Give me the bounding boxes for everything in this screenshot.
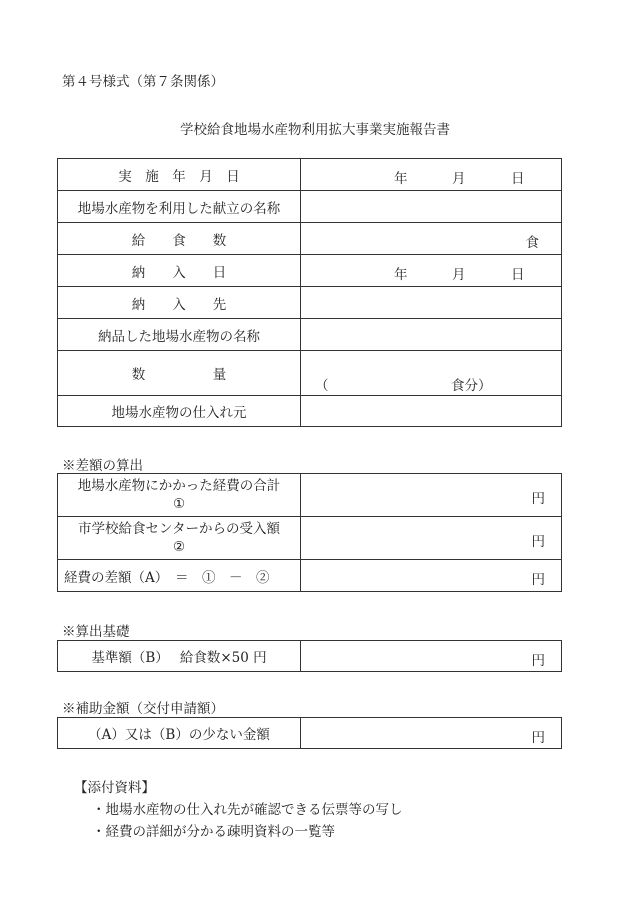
difference-heading: ※差額の算出 [62, 458, 143, 474]
center-receipt-field[interactable] [301, 517, 562, 560]
year-unit: 年 [394, 171, 408, 187]
implementation-date-field[interactable] [301, 159, 562, 191]
quantity-field[interactable] [301, 351, 562, 396]
expense-difference-label: 経費の差額（A） ＝ ① － ② [58, 560, 301, 592]
subsidy-amount-field[interactable] [301, 718, 562, 749]
month-unit: 月 [452, 171, 466, 187]
expense-difference-field[interactable] [301, 560, 562, 592]
page-title: 学校給食地場水産物利用拡大事業実施報告書 [180, 122, 450, 138]
meal-unit: 食 [525, 235, 539, 251]
day-unit: 日 [511, 267, 525, 283]
day-unit: 日 [511, 171, 525, 187]
quantity-label: 数 量 [58, 351, 301, 396]
total-expense-text: 地場水産物にかかった経費の合計 [77, 478, 281, 494]
supplier-label: 地場水産物の仕入れ元 [58, 396, 301, 427]
yen-unit: 円 [531, 534, 545, 550]
base-amount-field[interactable] [301, 641, 562, 672]
basis-heading: ※算出基礎 [62, 624, 130, 640]
menu-name-label: 地場水産物を利用した献立の名称 [58, 191, 301, 223]
row-base-amount [58, 641, 562, 672]
supplier-field[interactable] [301, 396, 562, 427]
row-expense-difference [58, 560, 562, 592]
row-subsidy-amount [58, 718, 562, 749]
row-quantity [58, 351, 562, 396]
row-supplier [58, 396, 562, 427]
row-delivery-destination [58, 287, 562, 319]
meals-close: 食分） [451, 378, 492, 394]
row-delivered-product [58, 319, 562, 351]
base-amount-label: 基準額（B） 給食数×50 円 [58, 641, 301, 672]
yen-unit: 円 [531, 572, 545, 588]
delivered-product-label: 納品した地場水産物の名称 [58, 319, 301, 351]
meal-count-label: 給 食 数 [58, 223, 301, 255]
delivery-destination-field[interactable] [301, 287, 562, 319]
month-unit: 月 [452, 267, 466, 283]
paren-open: （ [315, 378, 329, 394]
report-table [57, 158, 562, 427]
yen-unit: 円 [531, 653, 545, 669]
delivery-date-field[interactable] [301, 255, 562, 287]
total-expense-label [58, 474, 301, 517]
row-center-receipt [58, 517, 562, 560]
yen-unit: 円 [531, 491, 545, 507]
center-receipt-text: 市学校給食センターからの受入額 [78, 521, 280, 537]
center-receipt-label [58, 517, 301, 560]
attachment-item: ・地場水産物の仕入れ先が確認できる伝票等の写し [92, 802, 403, 818]
row-delivery-date [58, 255, 562, 287]
form-number: 第４号様式（第７条関係） [62, 74, 224, 90]
attachment-item: ・経費の詳細が分かる疎明資料の一覧等 [92, 824, 335, 840]
attachments-heading: 【添付資料】 [74, 780, 155, 796]
mark-2: ② [172, 539, 186, 555]
mark-1: ① [172, 496, 186, 512]
row-meal-count [58, 223, 562, 255]
delivered-product-field[interactable] [301, 319, 562, 351]
row-total-expense [58, 474, 562, 517]
difference-table [57, 473, 562, 592]
delivery-date-label: 納 入 日 [58, 255, 301, 287]
basis-table [57, 640, 562, 672]
total-expense-field[interactable] [301, 474, 562, 517]
year-unit: 年 [394, 267, 408, 283]
meal-count-field[interactable] [301, 223, 562, 255]
subsidy-heading: ※補助金額（交付申請額） [62, 701, 224, 717]
row-menu-name [58, 191, 562, 223]
yen-unit: 円 [531, 730, 545, 746]
menu-name-field[interactable] [301, 191, 562, 223]
subsidy-table [57, 717, 562, 749]
implementation-date-label: 実 施 年 月 日 [58, 159, 301, 191]
delivery-destination-label: 納 入 先 [58, 287, 301, 319]
row-implementation-date [58, 159, 562, 191]
subsidy-amount-label: （A）又は（B）の少ない金額 [58, 718, 301, 749]
